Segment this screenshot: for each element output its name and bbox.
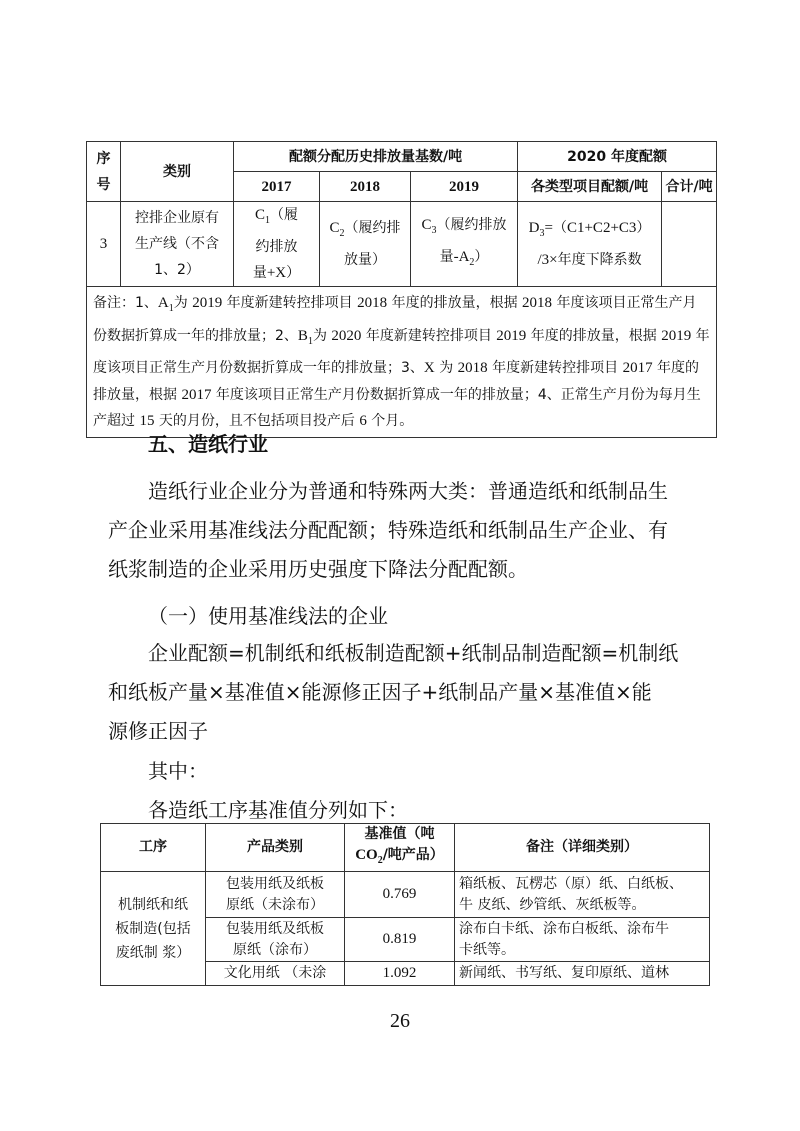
header-product: 产品类别	[206, 824, 345, 872]
header-seq: 序 号	[87, 142, 121, 202]
row-total	[662, 202, 717, 287]
row-c2: $C_2$（履约排 放量）	[320, 202, 411, 287]
row-seq: 3	[87, 202, 121, 287]
header-process: 工序	[101, 824, 206, 872]
formula-line1: 企业配额=机制纸和纸板制造配额+纸制品制造配额=机制纸	[148, 641, 679, 665]
header-baseline: 基准值（吨 $CO_2/$吨产品）	[345, 824, 455, 872]
row-c3: $C_3$（履约排放 量$-A_2$）	[411, 202, 518, 287]
header-category: 类别	[121, 142, 234, 202]
para1-line3: 纸浆制造的企业采用历史强度下降法分配配额。	[108, 557, 528, 581]
among-label: 其中：	[148, 759, 208, 783]
header-quota-by-type: 各类型项目配额/吨	[518, 172, 662, 202]
header-year-2019: 2019	[411, 172, 518, 202]
table-note: 备注：1、$A_1$为 2019 年度新建转控排项目 2018 年度的排放量，根据 2018 年度该项目正常生产月份数据折算成一年的排放量；2、$B_1$为 2020 年度新建转控排项目 2019 年度的排放量，根据 2019 年度该项目正常生产月份数据折算成一年的排放量；3、X 为 2018 年度新建转控排项目 2017 年度的排放量，根据 2017 年度该项目正常生产月份数据折算成一年的排放量；4、正常生产月份为每月生产超过 15 天的月份，且不包括项目投产后 6 个月。	[87, 287, 717, 438]
row-category: 控排企业原有 生产线（不含 1、2）	[121, 202, 234, 287]
product-cell: 包装用纸及纸板 原纸（涂布）	[206, 918, 345, 962]
emission-quota-table	[86, 141, 717, 438]
product-cell: 文化用纸 （未涂	[206, 962, 345, 986]
header-quota-2020: 2020 年度配额	[518, 142, 717, 172]
header-year-2018: 2018	[320, 172, 411, 202]
baseline-value: 0.819	[345, 918, 455, 962]
para1-line2: 产企业采用基准线法分配配额；特殊造纸和纸制品生产企业、有	[108, 518, 668, 542]
header-total: 合计/吨	[662, 172, 717, 202]
product-cell: 包装用纸及纸板 原纸（未涂布）	[206, 872, 345, 918]
subheading: （一）使用基准线法的企业	[148, 604, 388, 628]
row-d3: $D_3=(C1+C2+C3)$ /3×年度下降系数	[518, 202, 662, 287]
remark-cell: 箱纸板、瓦楞芯（原）纸、白纸板、 牛 皮纸、纱管纸、灰纸板等。	[455, 872, 710, 918]
header-remark: 备注（详细类别）	[455, 824, 710, 872]
remark-cell: 新闻纸、书写纸、复印原纸、道林	[455, 962, 710, 986]
baseline-value: 0.769	[345, 872, 455, 918]
baseline-value-table	[100, 823, 710, 986]
header-year-2017: 2017	[234, 172, 320, 202]
page-number: 26	[390, 1010, 410, 1032]
remark-cell: 涂布白卡纸、涂布白板纸、涂布牛 卡纸等。	[455, 918, 710, 962]
header-history-group: 配额分配历史排放量基数/吨	[234, 142, 518, 172]
formula-line3: 源修正因子	[108, 719, 208, 743]
baseline-value: 1.092	[345, 962, 455, 986]
formula-line2: 和纸板产量×基准值×能源修正因子+纸制品产量×基准值×能	[108, 680, 652, 704]
table-intro: 各造纸工序基准值分列如下：	[148, 798, 408, 822]
row-c1: $C_1$（履 约排放 量+X）	[234, 202, 320, 287]
process-name: 机制纸和纸 板制造(包括 废纸制 浆）	[101, 872, 206, 986]
para1-line1: 造纸行业企业分为普通和特殊两大类：普通造纸和纸制品生	[148, 479, 668, 503]
section-heading: 五、造纸行业	[148, 432, 268, 456]
